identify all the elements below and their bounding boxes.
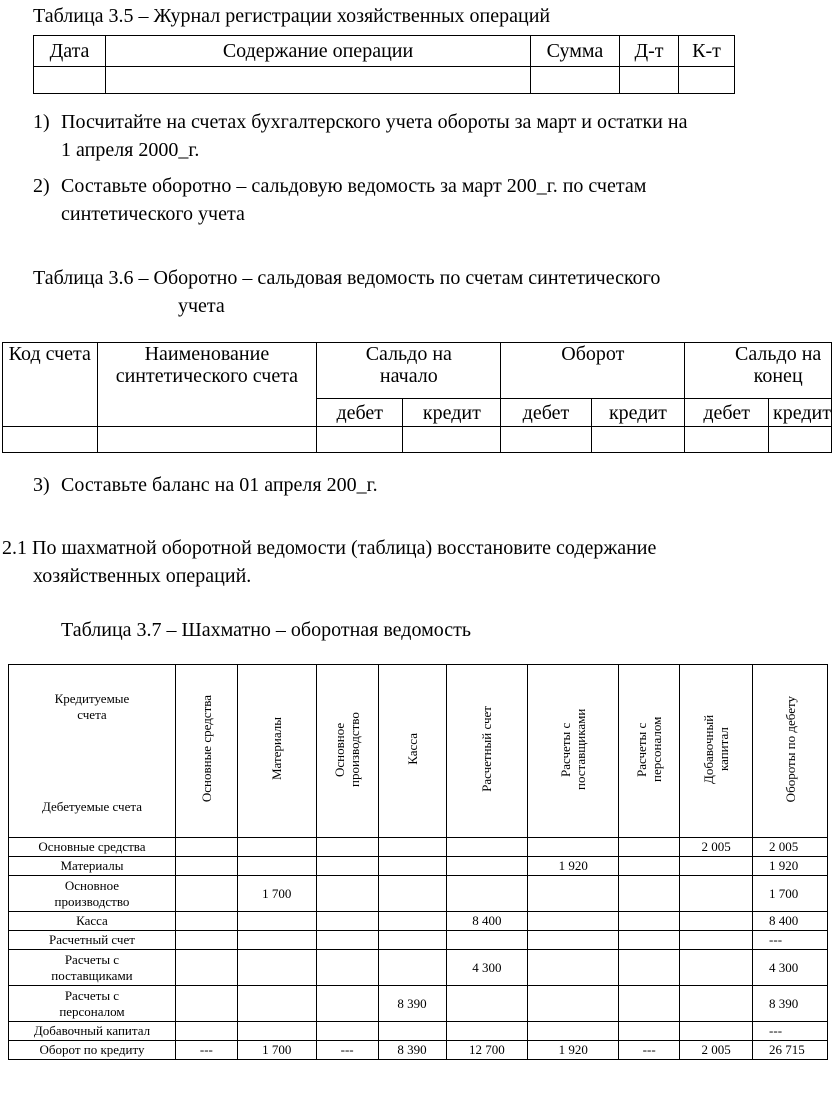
value-cell [237,950,316,986]
header-closing-balance: Сальдо на конец [685,343,832,399]
value-cell [175,838,237,857]
value-cell [378,838,446,857]
header-debit: дебет [685,399,769,427]
task-1-number: 1) [33,111,50,133]
value-cell: 1 920 [753,857,828,876]
value-cell [446,986,528,1022]
column-header [175,665,237,838]
value-cell [378,931,446,950]
value-cell [619,1022,680,1041]
value-cell [237,1022,316,1041]
value-cell: 1 920 [528,857,619,876]
value-cell [446,931,528,950]
table-row [9,876,828,912]
value-cell [316,931,378,950]
value-cell [528,986,619,1022]
value-cell [175,857,237,876]
value-cell: 2 005 [753,838,828,857]
header-opening-balance: Сальдо на начало [317,343,501,399]
column-label: Расчеты с персоналом [634,716,665,782]
task-3-line-1: Составьте баланс на 01 апреля 200_г. [61,474,378,496]
empty-cell [403,427,501,453]
value-cell [619,876,680,912]
column-label: Касса [404,733,420,765]
task-2-line-2: синтетического учета [61,203,245,225]
value-cell [619,931,680,950]
value-cell [378,912,446,931]
value-cell [316,876,378,912]
value-cell [528,838,619,857]
header-debit: дебет [317,399,403,427]
empty-cell [97,427,317,453]
header-content: Содержание операции [106,36,531,67]
value-cell [619,950,680,986]
table-3-7 [8,664,828,1060]
header-credit: кредит [591,399,685,427]
value-cell: 8 400 [753,912,828,931]
table-row [9,950,828,986]
empty-cell [591,427,685,453]
value-cell: --- [175,1041,237,1060]
section-2-1-line-2: хозяйственных операций. [33,565,252,587]
value-cell [528,950,619,986]
column-label: Обороты по дебету [782,695,798,803]
value-cell [528,912,619,931]
empty-cell [317,427,403,453]
header-debit: дебет [501,399,591,427]
value-cell [316,986,378,1022]
table-3-5 [33,35,735,94]
value-cell [528,931,619,950]
value-cell [680,876,753,912]
header-name: Наименование синтетического счета [97,343,317,427]
value-cell [237,931,316,950]
task-2-line-1: Составьте оборотно – сальдовую ведомость за март 200_г. по счетам [61,175,647,197]
value-cell [619,986,680,1022]
header-turnover: Оборот [501,343,685,399]
table-row [9,1022,828,1041]
value-cell [175,876,237,912]
value-cell [680,950,753,986]
value-cell: --- [316,1041,378,1060]
value-cell: --- [753,931,828,950]
table-row [9,931,828,950]
column-label: Основные средства [198,695,214,803]
table-3-6-title-line-1: Таблица 3.6 – Оборотно – сальдовая ведомость по счетам синтетического [33,267,661,289]
header-credit: К-т [679,36,735,67]
column-label: Добавочный капитал [701,714,732,784]
value-cell [175,950,237,986]
value-cell: 8 390 [378,1041,446,1060]
value-cell [316,912,378,931]
header-credited-accounts: Кредитуемые счета [9,665,176,778]
task-2-number: 2) [33,175,50,197]
value-cell [237,857,316,876]
value-cell: 1 920 [528,1041,619,1060]
column-header [316,665,378,838]
value-cell: 4 300 [446,950,528,986]
value-cell [237,838,316,857]
empty-cell [531,67,620,94]
value-cell [446,857,528,876]
table-3-6 [2,342,832,453]
column-header [446,665,528,838]
column-header [619,665,680,838]
column-label: Основное производство [332,711,363,787]
column-header [680,665,753,838]
table-3-6-title-line-2: учета [178,295,225,317]
value-cell: 1 700 [753,876,828,912]
empty-cell [620,67,679,94]
column-header [753,665,828,838]
value-cell: 4 300 [753,950,828,986]
empty-cell [679,67,735,94]
empty-cell [501,427,591,453]
task-1-line-1: Посчитайте на счетах бухгалтерского учета обороты за март и остатки на [61,111,688,133]
value-cell: --- [619,1041,680,1060]
value-cell [316,1022,378,1041]
column-header [237,665,316,838]
value-cell: 8 400 [446,912,528,931]
value-cell [680,931,753,950]
value-cell [680,857,753,876]
column-label: Материалы [269,717,285,781]
value-cell [378,876,446,912]
header-code: Код счета [3,343,98,427]
value-cell: 1 700 [237,876,316,912]
column-header [528,665,619,838]
table-3-5-title: Таблица 3.5 – Журнал регистрации хозяйственных операций [33,5,551,27]
value-cell: 12 700 [446,1041,528,1060]
task-1-line-2: 1 апреля 2000_г. [61,139,200,161]
value-cell [680,986,753,1022]
table-row [9,1041,828,1060]
empty-cell [3,427,98,453]
value-cell [316,857,378,876]
row-label: Материалы [9,857,176,876]
value-cell [446,1022,528,1041]
column-header [378,665,446,838]
value-cell [446,838,528,857]
header-debited-accounts: Дебетуемые счета [9,778,176,838]
value-cell: --- [753,1022,828,1041]
row-label: Добавочный капитал [9,1022,176,1041]
value-cell [680,1022,753,1041]
value-cell: 26 715 [753,1041,828,1060]
empty-cell [106,67,531,94]
value-cell [237,986,316,1022]
task-3-number: 3) [33,474,50,496]
value-cell [378,950,446,986]
value-cell [378,1022,446,1041]
value-cell: 1 700 [237,1041,316,1060]
row-label: Расчетный счет [9,931,176,950]
header-sum: Сумма [531,36,620,67]
column-label: Расчетный счет [479,706,495,792]
value-cell [316,950,378,986]
value-cell [528,876,619,912]
value-cell [237,912,316,931]
row-label: Расчеты с персоналом [9,986,176,1022]
value-cell [528,1022,619,1041]
value-cell [175,1022,237,1041]
value-cell: 2 005 [680,1041,753,1060]
table-row [9,838,828,857]
table-row [9,912,828,931]
table-3-7-title: Таблица 3.7 – Шахматно – оборотная ведомость [61,619,471,641]
value-cell [378,857,446,876]
section-2-1-line-1: 2.1 По шахматной оборотной ведомости (таблица) восстановите содержание [2,537,657,559]
value-cell [175,986,237,1022]
empty-cell [769,427,832,453]
header-credit: кредит [403,399,501,427]
empty-cell [34,67,106,94]
row-label: Основное производство [9,876,176,912]
value-cell [619,838,680,857]
value-cell: 2 005 [680,838,753,857]
value-cell [619,912,680,931]
row-label: Расчеты с поставщиками [9,950,176,986]
value-cell [175,931,237,950]
empty-cell [685,427,769,453]
value-cell: 8 390 [378,986,446,1022]
table-row [9,986,828,1022]
value-cell [680,912,753,931]
row-label: Оборот по кредиту [9,1041,176,1060]
value-cell [175,912,237,931]
header-credit: кредит [769,399,832,427]
header-debit: Д-т [620,36,679,67]
column-label: Расчеты с поставщиками [558,708,589,790]
value-cell [316,838,378,857]
row-label: Основные средства [9,838,176,857]
table-row [9,857,828,876]
value-cell [446,876,528,912]
value-cell: 8 390 [753,986,828,1022]
value-cell [619,857,680,876]
row-label: Касса [9,912,176,931]
header-date: Дата [34,36,106,67]
